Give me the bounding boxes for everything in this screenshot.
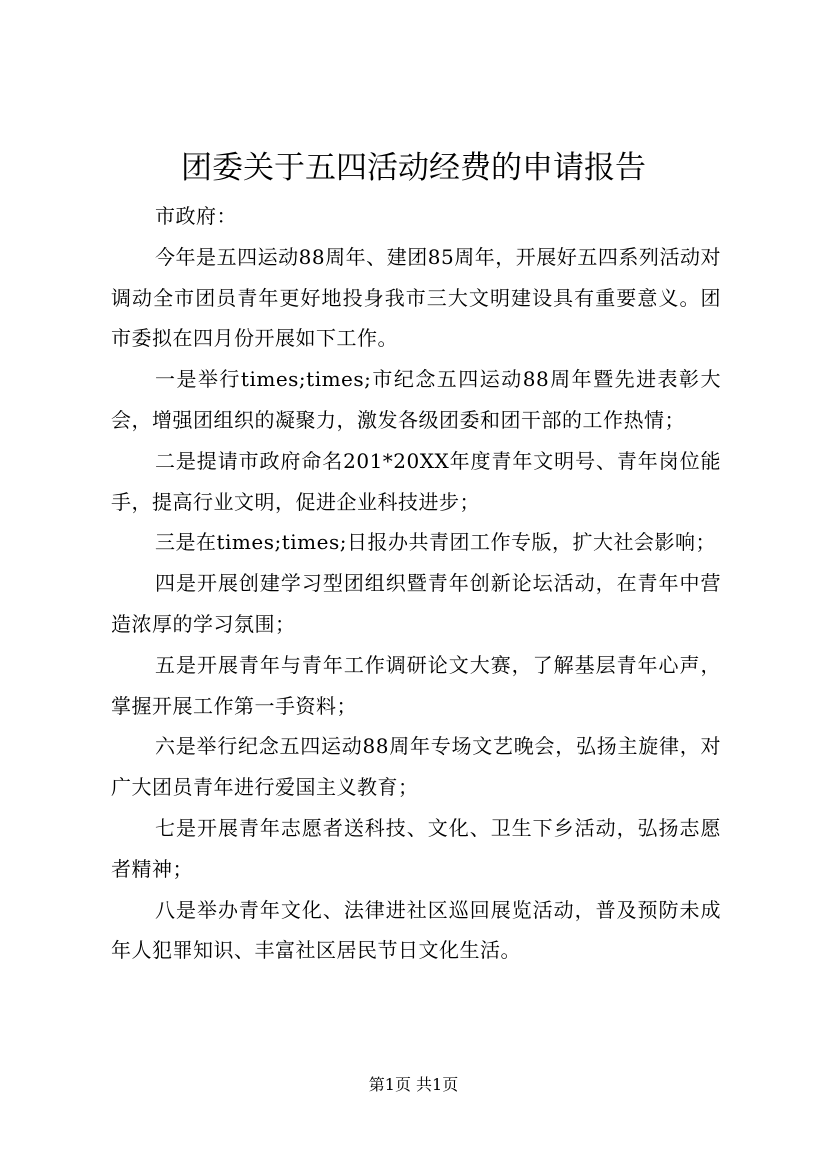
paragraph-item-7: 七是开展青年志愿者送科技、文化、卫生下乡活动，弘扬志愿者精神； bbox=[111, 815, 721, 881]
page-footer: 第1页 共1页 bbox=[368, 1075, 459, 1094]
paragraph-item-3: 三是在times;times;日报办共青团工作专版，扩大社会影响； bbox=[155, 530, 716, 555]
paragraph-item-4: 四是开展创建学习型团组织暨青年创新论坛活动，在青年中营造浓厚的学习氛围； bbox=[111, 571, 721, 636]
paragraph-intro: 今年是五四运动88周年、建团85周年，开展好五四系列活动对调动全市团员青年更好地投身我市三大文明建设具有重要意义。团市委拟在四月份开展如下工作。 bbox=[111, 244, 721, 351]
document-body bbox=[111, 196, 721, 971]
paragraph-item-6: 六是举行纪念五四运动88周年专场文艺晚会，弘扬主旋律，对广大团员青年进行爱国主义教育； bbox=[111, 734, 721, 800]
document-title: 团委关于五四活动经费的申请报告 bbox=[181, 150, 646, 186]
paragraph-item-8: 八是举办青年文化、法律进社区巡回展览活动，普及预防未成年人犯罪知识、丰富社区居民节日文化生活。 bbox=[111, 897, 721, 963]
paragraph-item-5: 五是开展青年与青年工作调研论文大赛，了解基层青年心声，掌握开展工作第一手资料； bbox=[111, 652, 721, 718]
paragraph-item-2: 二是提请市政府命名201*20XX年度青年文明号、青年岗位能手，提高行业文明，促进企业科技进步； bbox=[111, 448, 721, 514]
paragraph-item-1: 一是举行times;times;市纪念五四运动88周年暨先进表彰大会，增强团组织的凝聚力，激发各级团委和团干部的工作热情； bbox=[111, 367, 721, 432]
salutation: 市政府： bbox=[155, 204, 237, 228]
